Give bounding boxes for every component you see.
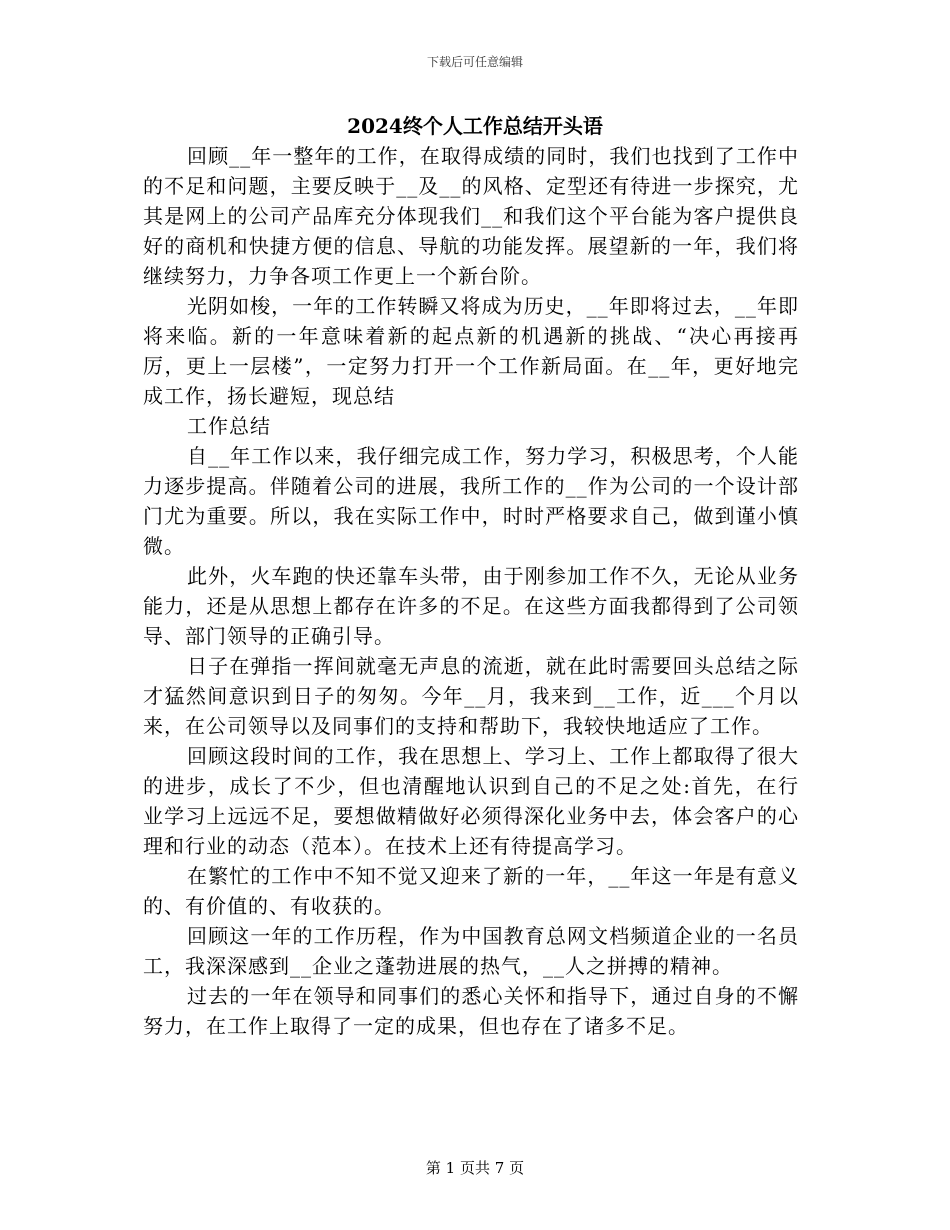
document-body xyxy=(143,141,799,1041)
paragraph: 回顾这一年的工作历程，作为中国教育总网文档频道企业的一名员工，我深深感到__企业之蓬勃进展的热气，__人之拼搏的精神。 xyxy=(143,924,799,978)
paragraph: 回顾__年一整年的工作，在取得成绩的同时，我们也找到了工作中的不足和问题，主要反映于__及__的风格、定型还有待进一步探究，尤其是网上的公司产品库充分体现我们__和我们这个平台能为客户提供良好的商机和快捷方便的信息、导航的功能发挥。展望新的一年，我们将继续努力，力争各项工作更上一个新台阶。 xyxy=(143,144,799,288)
paragraph: 日子在弹指一挥间就毫无声息的流逝，就在此时需要回头总结之际才猛然间意识到日子的匆匆。今年__月，我来到__工作，近___个月以来，在公司领导以及同事们的支持和帮助下，我较快地适应了工作。 xyxy=(143,654,799,738)
paragraph: 自__年工作以来，我仔细完成工作，努力学习，积极思考，个人能力逐步提高。伴随着公司的进展，我所工作的__作为公司的一个设计部门尤为重要。所以，我在实际工作中，时时严格要求自己，做到谨小慎微。 xyxy=(143,444,799,558)
paragraph: 光阴如梭，一年的工作转瞬又将成为历史，__年即将过去，__年即将来临。新的一年意味着新的起点新的机遇新的挑战、“决心再接再厉，更上一层楼”，一定努力打开一个工作新局面。在__年，更好地完成工作，扬长避短，现总结 xyxy=(143,294,799,408)
paragraph: 此外，火车跑的快还靠车头带，由于刚参加工作不久，无论从业务能力，还是从思想上都存在许多的不足。在这些方面我都得到了公司领导、部门领导的正确引导。 xyxy=(143,564,799,648)
page-header-note: 下载后可任意编辑 xyxy=(426,55,523,69)
paragraph: 过去的一年在领导和同事们的悉心关怀和指导下，通过自身的不懈努力，在工作上取得了一定的成果，但也存在了诸多不足。 xyxy=(143,984,799,1038)
section-heading: 工作总结 xyxy=(187,414,271,438)
document-title: 2024终个人工作总结开头语 xyxy=(347,114,603,138)
paragraph: 在繁忙的工作中不知不觉又迎来了新的一年，__年这一年是有意义的、有价值的、有收获的。 xyxy=(143,864,799,918)
page-number: 第 1 页共 7 页 xyxy=(425,1159,525,1177)
paragraph: 回顾这段时间的工作，我在思想上、学习上、工作上都取得了很大的进步，成长了不少，但也清醒地认识到自己的不足之处:首先，在行业学习上远远不足，要想做精做好必须得深化业务中去，体会客户的心理和行业的动态（范本）。在技术上还有待提高学习。 xyxy=(143,744,799,858)
